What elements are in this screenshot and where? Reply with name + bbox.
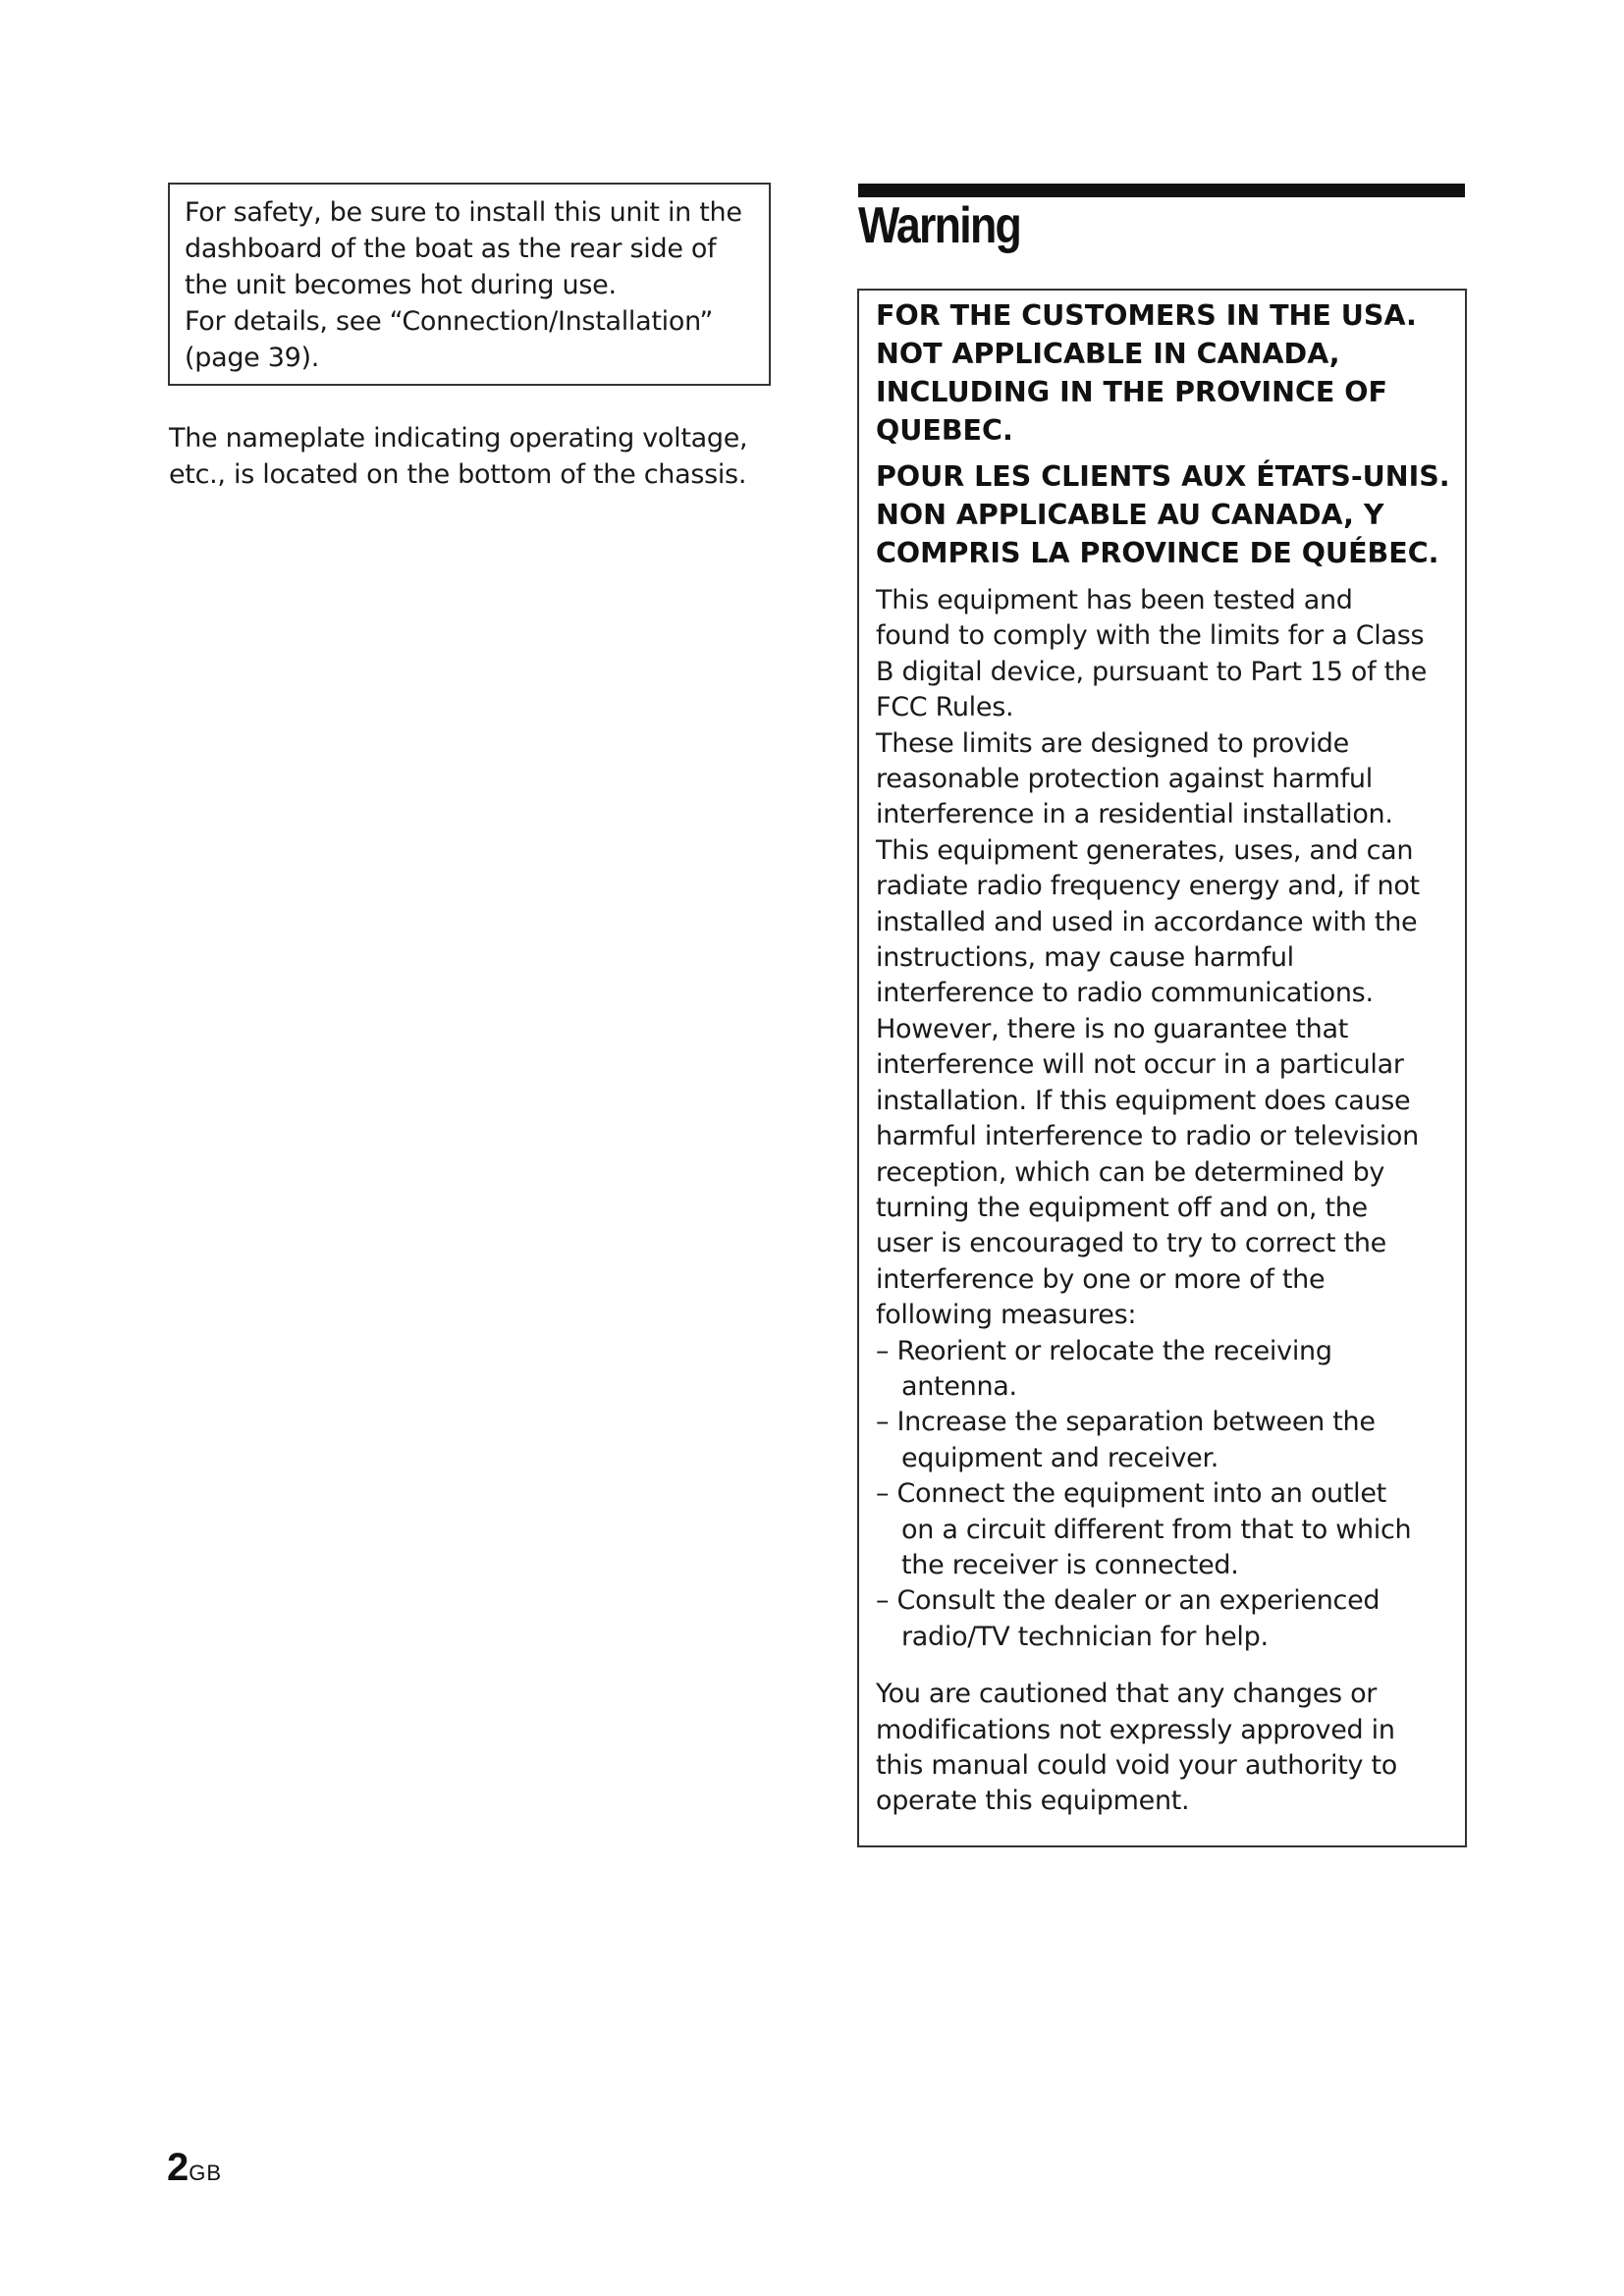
- body-line: turning the equipment off and on, the: [876, 1192, 1368, 1223]
- safety-line: For details, see “Connection/Installation”: [185, 306, 714, 337]
- safety-line: For safety, be sure to install this unit in the: [185, 197, 742, 228]
- measure-item: [876, 1334, 1455, 1406]
- body-line: reception, which can be determined by: [876, 1156, 1385, 1188]
- heading-line: QUEBEC.: [876, 414, 1013, 447]
- body-line: interference in a residential installation.: [876, 799, 1393, 830]
- safety-line: (page 39).: [185, 343, 320, 373]
- body-line: FCC Rules.: [876, 692, 1014, 723]
- measure-line: – Reorient or relocate the receiving: [876, 1335, 1332, 1366]
- measure-line: radio/TV technician for help.: [901, 1621, 1269, 1652]
- french-heading: [876, 457, 1455, 572]
- measure-line: – Connect the equipment into an outlet: [876, 1478, 1386, 1510]
- body-line: radiate radio frequency energy and, if not: [876, 871, 1420, 902]
- measure-line: – Consult the dealer or an experienced: [876, 1585, 1380, 1617]
- measure-line: equipment and receiver.: [901, 1442, 1219, 1473]
- body-line: This equipment has been tested and: [876, 585, 1353, 615]
- body-line: interference by one or more of the: [876, 1263, 1326, 1295]
- caution-paragraph: [876, 1677, 1455, 1820]
- heading-line: COMPRIS LA PROVINCE DE QUÉBEC.: [876, 537, 1439, 569]
- caution-line: modifications not expressly approved in: [876, 1714, 1395, 1745]
- body-line: This equipment generates, uses, and can: [876, 834, 1414, 866]
- heading-line: POUR LES CLIENTS AUX ÉTATS-UNIS.: [876, 460, 1450, 493]
- measure-item: [876, 1405, 1455, 1476]
- nameplate-line: The nameplate indicating operating voltage,: [169, 423, 748, 454]
- measure-line: antenna.: [901, 1370, 1017, 1402]
- page-number: [167, 2146, 222, 2190]
- body-line: However, there is no guarantee that: [876, 1013, 1349, 1044]
- caution-line: operate this equipment.: [876, 1786, 1190, 1817]
- caution-line: You are cautioned that any changes or: [876, 1679, 1378, 1710]
- measures-list: [876, 1334, 1455, 1656]
- body-line: following measures:: [876, 1300, 1137, 1331]
- measure-line: the receiver is connected.: [901, 1549, 1239, 1580]
- fcc-notice-box: [857, 289, 1467, 1847]
- body-line: interference will not occur in a particular: [876, 1049, 1404, 1081]
- body-line: These limits are designed to provide: [876, 727, 1349, 759]
- english-heading: [876, 296, 1455, 450]
- body-line: reasonable protection against harmful: [876, 764, 1373, 795]
- warning-title: Warning: [858, 197, 1021, 254]
- nameplate-line: etc., is located on the bottom of the chassis.: [169, 459, 747, 490]
- measure-item: [876, 1476, 1455, 1583]
- heading-line: NOT APPLICABLE IN CANADA,: [876, 338, 1340, 370]
- measure-line: on a circuit different from that to which: [901, 1514, 1412, 1545]
- measure-line: – Increase the separation between the: [876, 1407, 1376, 1438]
- nameplate-paragraph: [169, 420, 747, 493]
- body-line: installed and used in accordance with the: [876, 906, 1418, 937]
- safety-notice-box: [168, 183, 771, 386]
- heading-line: FOR THE CUSTOMERS IN THE USA.: [876, 299, 1417, 332]
- fcc-body-text: [876, 583, 1455, 1334]
- warning-heading-rule: [858, 184, 1465, 197]
- measure-item: [876, 1583, 1455, 1655]
- body-line: found to comply with the limits for a Class: [876, 620, 1425, 652]
- heading-line: NON APPLICABLE AU CANADA, Y: [876, 499, 1384, 531]
- body-line: harmful interference to radio or television: [876, 1121, 1419, 1152]
- page-number-suffix: GB: [189, 2161, 223, 2185]
- heading-line: INCLUDING IN THE PROVINCE OF: [876, 376, 1387, 408]
- safety-line: dashboard of the boat as the rear side of: [185, 234, 717, 264]
- safety-line: the unit becomes hot during use.: [185, 270, 617, 300]
- body-line: installation. If this equipment does cause: [876, 1085, 1411, 1116]
- body-line: B digital device, pursuant to Part 15 of the: [876, 656, 1428, 687]
- body-line: user is encouraged to try to correct the: [876, 1228, 1386, 1259]
- body-line: interference to radio communications.: [876, 978, 1374, 1009]
- caution-line: this manual could void your authority to: [876, 1750, 1397, 1781]
- body-line: instructions, may cause harmful: [876, 942, 1294, 974]
- page-number-value: 2: [167, 2146, 189, 2189]
